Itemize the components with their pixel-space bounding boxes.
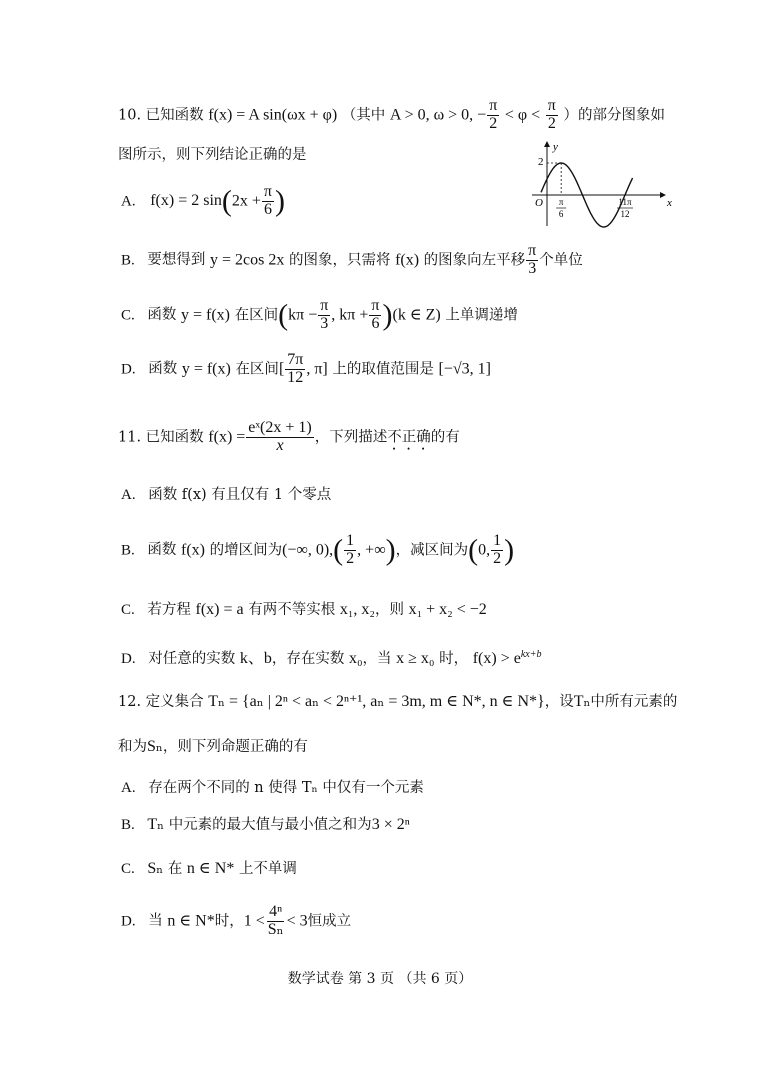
q12-d-text1: 当: [148, 913, 163, 930]
q12-b-math2: 3 × 2ⁿ: [371, 816, 410, 833]
q12-d-text2: 时，: [214, 913, 244, 930]
q10-d-text1: 函数: [148, 361, 178, 378]
q10-frac-pi-2b: [546, 98, 558, 133]
q11-stem: [118, 420, 460, 455]
q10-a-inner: 2x +: [231, 192, 261, 210]
frac-num: eˣ(2x + 1): [248, 419, 312, 436]
q12-option-d: [121, 904, 351, 939]
q10-b-text2: 的图象，只需将: [288, 252, 391, 269]
q10-option-a: [121, 184, 285, 219]
q11-b-int2: , +∞: [357, 541, 386, 559]
frac-den: 12: [287, 368, 304, 386]
q12-d-frac: [266, 904, 286, 939]
option-label: B.: [121, 252, 135, 269]
y-axis-label: y: [553, 141, 558, 153]
q10-c-frac2: [369, 298, 381, 333]
paren-close: ): [275, 184, 285, 218]
q10-option-c: [121, 298, 518, 333]
frac-den: x: [276, 436, 284, 454]
tick-11pi-12-den: 12: [620, 209, 630, 219]
q10-d-bracket: [: [278, 360, 285, 378]
q10-stem-a: 已知函数: [145, 107, 204, 124]
frac-num: 1: [346, 532, 355, 549]
q10-b-text4: 个单位: [539, 252, 583, 269]
q11-stem-b: ，下列描述: [314, 429, 388, 446]
q10-d-text3: 上的取值范围是: [332, 361, 434, 378]
q12-stem-S: Sₙ: [147, 738, 163, 755]
q12-stem-d: 和为: [118, 739, 147, 755]
q12-c-math1: Sₙ: [147, 860, 164, 877]
q10-c-text3: 上单调递增: [445, 307, 518, 324]
frac-den: 2: [346, 549, 355, 567]
q10-stem-line2: [118, 143, 307, 164]
q11-d-exponent: kx+b: [520, 649, 542, 661]
q10-b-math2: f(x): [395, 251, 420, 269]
q11-a-text: 函数 f(x) 有且仅有 1 个零点: [148, 487, 332, 503]
frac-den: 6: [371, 314, 380, 332]
frac-den: 6: [263, 200, 272, 218]
q10-d-text2: 在区间: [235, 361, 279, 378]
option-label: D.: [121, 361, 136, 378]
frac-den: 3: [528, 259, 537, 277]
q10-c-frac1: [318, 298, 330, 333]
q11-d-math3: x ≥ x₀: [396, 650, 435, 667]
q12-c-text2: 上不单调: [238, 861, 297, 877]
q12-d-one: 1 <: [243, 912, 265, 930]
frac-den: 3: [320, 314, 329, 332]
frac-num: π: [371, 297, 380, 314]
q12-number: 12.: [118, 694, 142, 710]
q12-option-a: [121, 776, 424, 797]
peak-label: 2: [538, 156, 544, 168]
q11-option-d: [121, 645, 541, 668]
q10-option-d: [121, 352, 491, 387]
q10-cond-a: （其中: [341, 107, 386, 124]
q10-d-tail: , π]: [306, 360, 328, 378]
frac-num: π: [320, 297, 329, 314]
q11-b-int1: (−∞, 0),: [282, 541, 334, 559]
frac-num: π: [528, 242, 537, 259]
tick-pi-6-den: 6: [558, 209, 564, 219]
paren-open: (: [221, 184, 232, 218]
q10-stem-line1: [118, 98, 665, 133]
q10-a-math: f(x) = 2 sin: [150, 192, 222, 210]
paren-open: (: [468, 533, 479, 567]
q12-c-text1: 在: [167, 861, 183, 877]
q10-stem-c: 图所示，则下列结论正确的是: [118, 147, 307, 163]
q10-c-cond: (k ∈ Z): [392, 306, 441, 324]
q12-stem-c: 中所有元素的: [590, 694, 678, 710]
q10-stem-b: ）的部分图象如: [563, 107, 665, 124]
q11-b-text3: ，减区间为: [395, 542, 469, 559]
q11-d-math4: f(x) > e: [472, 650, 521, 667]
paren-close: ): [385, 533, 396, 567]
q10-frac-pi-2a: [487, 98, 499, 133]
q12-stem-line1: [118, 690, 677, 711]
q10-c-math1: y = f(x): [180, 306, 230, 324]
frac-num: 7π: [287, 351, 304, 368]
q11-func-lhs: f(x) =: [208, 428, 246, 446]
q11-c-math3: x₁ + x₂ < −2: [408, 601, 487, 618]
q12-d-text3: 恒成立: [307, 913, 352, 930]
paren-close: ): [382, 298, 393, 332]
paren-open: (: [333, 533, 344, 567]
q11-c-text3: ，则: [374, 602, 404, 618]
paren-open: (: [278, 298, 289, 332]
q11-c-text1: 若方程: [147, 602, 191, 618]
q12-b-text: 中元素的最大值与最小值之和为: [168, 817, 372, 833]
q10-c-text1: 函数: [147, 307, 177, 324]
q12-stem-a: 定义集合: [145, 694, 204, 710]
option-label: C.: [121, 861, 135, 877]
frac-den: 2: [489, 114, 498, 132]
q10-number: 10.: [118, 107, 142, 124]
q12-stem-e: ，则下列命题正确的有: [162, 739, 308, 755]
option-label: C.: [121, 602, 135, 618]
q12-set-definition: Tₙ = {aₙ | 2ⁿ < aₙ < 2ⁿ⁺¹, aₙ = 3m, m ∈ N*, n ∈ N*}: [208, 693, 545, 710]
q10-a-frac: [262, 184, 274, 219]
option-label: A.: [121, 780, 136, 796]
q11-option-c: [121, 598, 487, 619]
frac-num: 4ⁿ: [269, 903, 283, 920]
q11-d-text1: 对任意的实数: [148, 651, 236, 667]
q11-option-b: [121, 533, 514, 568]
paren-close: ): [504, 533, 515, 567]
q11-c-math2: x₁, x₂: [339, 601, 375, 618]
option-label: D.: [121, 913, 136, 930]
option-label: C.: [121, 307, 135, 324]
page-footer: 数学试卷 第 3 页 （共 6 页）: [287, 971, 473, 987]
q11-number: 11.: [118, 429, 142, 446]
frac-num: π: [547, 97, 556, 114]
frac-den: 2: [547, 114, 556, 132]
q11-d-text3: ，当: [362, 651, 392, 667]
q11-b-frac2: [491, 533, 503, 568]
q12-stem-T: Tₙ: [573, 693, 591, 710]
q10-c-inner2: , kπ +: [331, 306, 369, 324]
option-label: A.: [121, 487, 136, 503]
q11-func-frac: [246, 420, 313, 455]
q10-sine-graph: [527, 140, 677, 230]
frac-den: Sₙ: [267, 920, 284, 938]
q10-c-text2: 在区间: [234, 307, 279, 324]
q12-stem-line2: [118, 735, 308, 756]
option-label: A.: [121, 193, 136, 210]
option-label: B.: [121, 817, 135, 833]
tick-11pi-12-num: 11π: [618, 197, 632, 207]
tick-pi-6-num: π: [558, 197, 564, 207]
q10-d-range: [−√3, 1]: [438, 360, 491, 378]
q11-b-text2: 的增区间为: [209, 542, 283, 559]
q10-phi-cond: < φ <: [504, 106, 541, 124]
q10-function: f(x) = A sin(ωx + φ): [208, 106, 338, 124]
q12-c-math2: n ∈ N*: [186, 860, 235, 877]
q11-b-int3: 0,: [478, 541, 491, 559]
q11-d-text4: 时，: [439, 651, 469, 667]
q10-b-frac: [526, 243, 538, 278]
q11-d-text2: ，存在实数: [271, 651, 345, 667]
q12-stem-b: ，设: [544, 694, 574, 710]
q12-b-math1: Tₙ: [147, 816, 165, 833]
q11-b-math1: f(x): [180, 541, 205, 559]
q11-emphasis-not-correct: 不正确: [387, 429, 431, 446]
q10-option-b: [121, 243, 583, 278]
q10-d-math1: y = f(x): [181, 360, 231, 378]
q10-b-text3: 的图象向左平移: [423, 252, 526, 269]
q11-c-math1: f(x) = a: [195, 601, 244, 618]
q11-option-a: [121, 483, 331, 504]
q12-a-text: 存在两个不同的 n 使得 Tₙ 中仅有一个元素: [148, 780, 424, 796]
q11-stem-c: 的有: [430, 429, 460, 446]
option-label: D.: [121, 651, 136, 667]
q12-d-math1: n ∈ N*: [167, 912, 215, 930]
frac-num: π: [489, 97, 498, 114]
frac-den: 2: [493, 549, 502, 567]
q12-d-three: < 3: [286, 912, 308, 930]
q11-b-frac1: [344, 533, 356, 568]
q10-c-inner1: kπ −: [288, 306, 318, 324]
q10-b-math1: y = 2cos 2x: [209, 251, 285, 269]
frac-num: 1: [493, 532, 502, 549]
q11-d-math1: k、b: [239, 650, 272, 667]
q11-c-text2: 有两不等实根: [248, 602, 336, 618]
q12-option-b: [121, 813, 410, 834]
q11-d-math2: x₀: [348, 650, 363, 667]
frac-num: π: [263, 183, 272, 200]
x-axis-label: x: [667, 197, 672, 209]
option-label: B.: [121, 542, 135, 559]
q11-stem-a: 已知函数: [145, 429, 204, 446]
origin-label: O: [535, 197, 543, 209]
q10-b-text1: 要想得到: [147, 252, 206, 269]
q12-option-c: [121, 857, 297, 878]
q10-cond-b: A > 0, ω > 0, −: [389, 106, 487, 124]
q10-d-frac: [285, 352, 305, 387]
q11-b-text1: 函数: [147, 542, 177, 559]
